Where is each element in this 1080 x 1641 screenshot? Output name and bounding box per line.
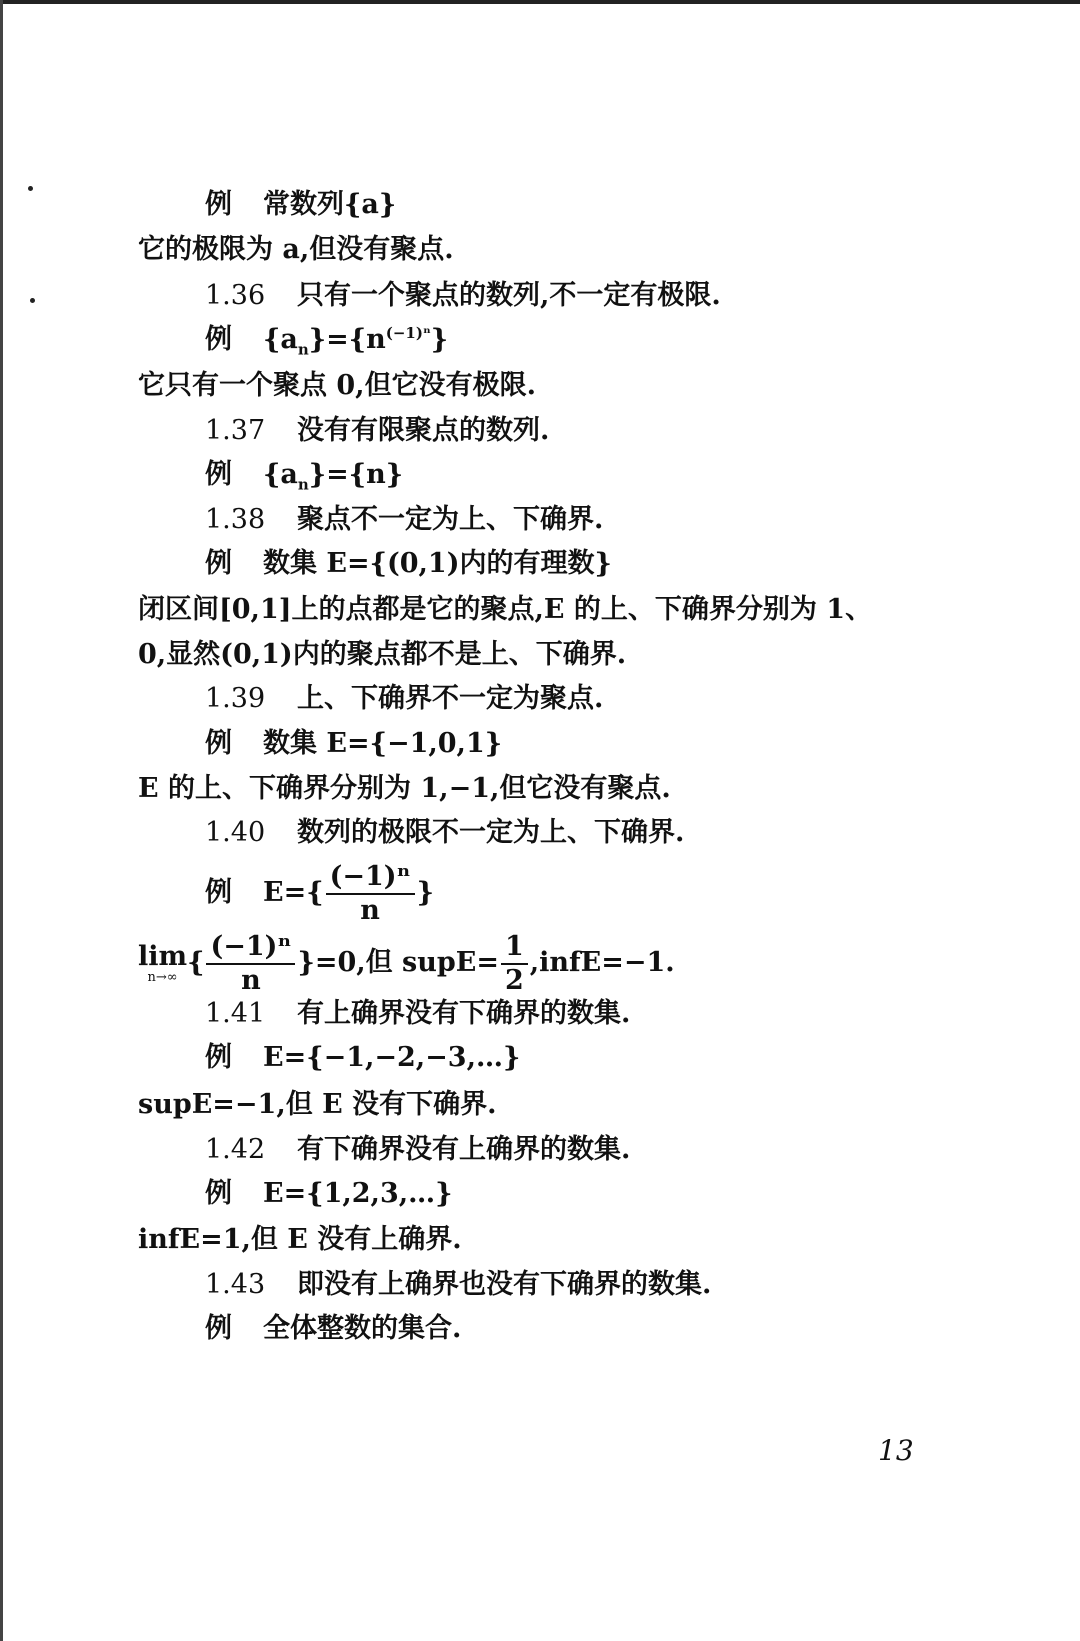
text-line: 它的极限为 a,但没有聚点. — [138, 234, 454, 265]
text-line: E 的上、下确界分别为 1,−1,但它没有聚点. — [138, 773, 671, 804]
section-1-36: 1.36 只有一个聚点的数列,不一定有极限. — [205, 280, 721, 311]
example-line: 例 $\{a_n\}=\{n\}$ — [205, 459, 404, 494]
limit-operator: lim n→∞ — [138, 940, 188, 985]
text-line: infE=1,但 E 没有上确界. — [138, 1224, 462, 1255]
example-line: 例 E={ $\frac{\text{(−1)ⁿ}}{n}$ } — [205, 860, 434, 926]
text-line: 闭区间[0,1]上的点都是它的聚点,E 的上、下确界分别为 1、 — [138, 594, 873, 625]
section-1-38: 1.38 聚点不一定为上、下确界. — [205, 504, 604, 535]
section-1-40: 1.40 数列的极限不一定为上、下确界. — [205, 817, 685, 848]
example-line: 例 数集 E={−1,0,1} — [205, 728, 503, 759]
fraction-half: $\frac{1}{2}$ — [501, 931, 528, 997]
fraction: $\frac{\text{(−1)ⁿ}}{n}$ — [326, 861, 415, 927]
limit-line: lim n→∞ { $\frac{\text{(−1)ⁿ}}{n}$ }=0,但 supE= $\frac{1}{2}$ ,infE=−1. — [138, 930, 675, 996]
example-line: 例 数集 E={(0,1)内的有理数} — [205, 548, 612, 579]
example-line: 例 E={1,2,3,…} — [205, 1178, 453, 1209]
section-1-39: 1.39 上、下确界不一定为聚点. — [205, 683, 604, 714]
example-line: 例 全体整数的集合. — [205, 1313, 462, 1344]
fraction: $\frac{\text{(−1)ⁿ}}{n}$ — [206, 931, 295, 997]
text-line: supE=−1,但 E 没有下确界. — [138, 1089, 497, 1120]
text-line: 它只有一个聚点 0,但它没有极限. — [138, 370, 536, 401]
section-1-41: 1.41 有上确界没有下确界的数集. — [205, 998, 631, 1029]
section-1-42: 1.42 有下确界没有上确界的数集. — [205, 1134, 631, 1165]
text-line: 0,显然(0,1)内的聚点都不是上、下确界. — [138, 639, 627, 670]
section-1-37: 1.37 没有有限聚点的数列. — [205, 415, 550, 446]
page-number: 13 — [878, 1434, 914, 1467]
example-line: 例 常数列{a} — [205, 189, 397, 220]
section-1-43: 1.43 即没有上确界也没有下确界的数集. — [205, 1269, 712, 1300]
example-line: 例 E={−1,−2,−3,…} — [205, 1042, 521, 1073]
example-line: 例 $\{a_n\}=\{n^{(-1)^n}\}$ — [205, 324, 449, 359]
